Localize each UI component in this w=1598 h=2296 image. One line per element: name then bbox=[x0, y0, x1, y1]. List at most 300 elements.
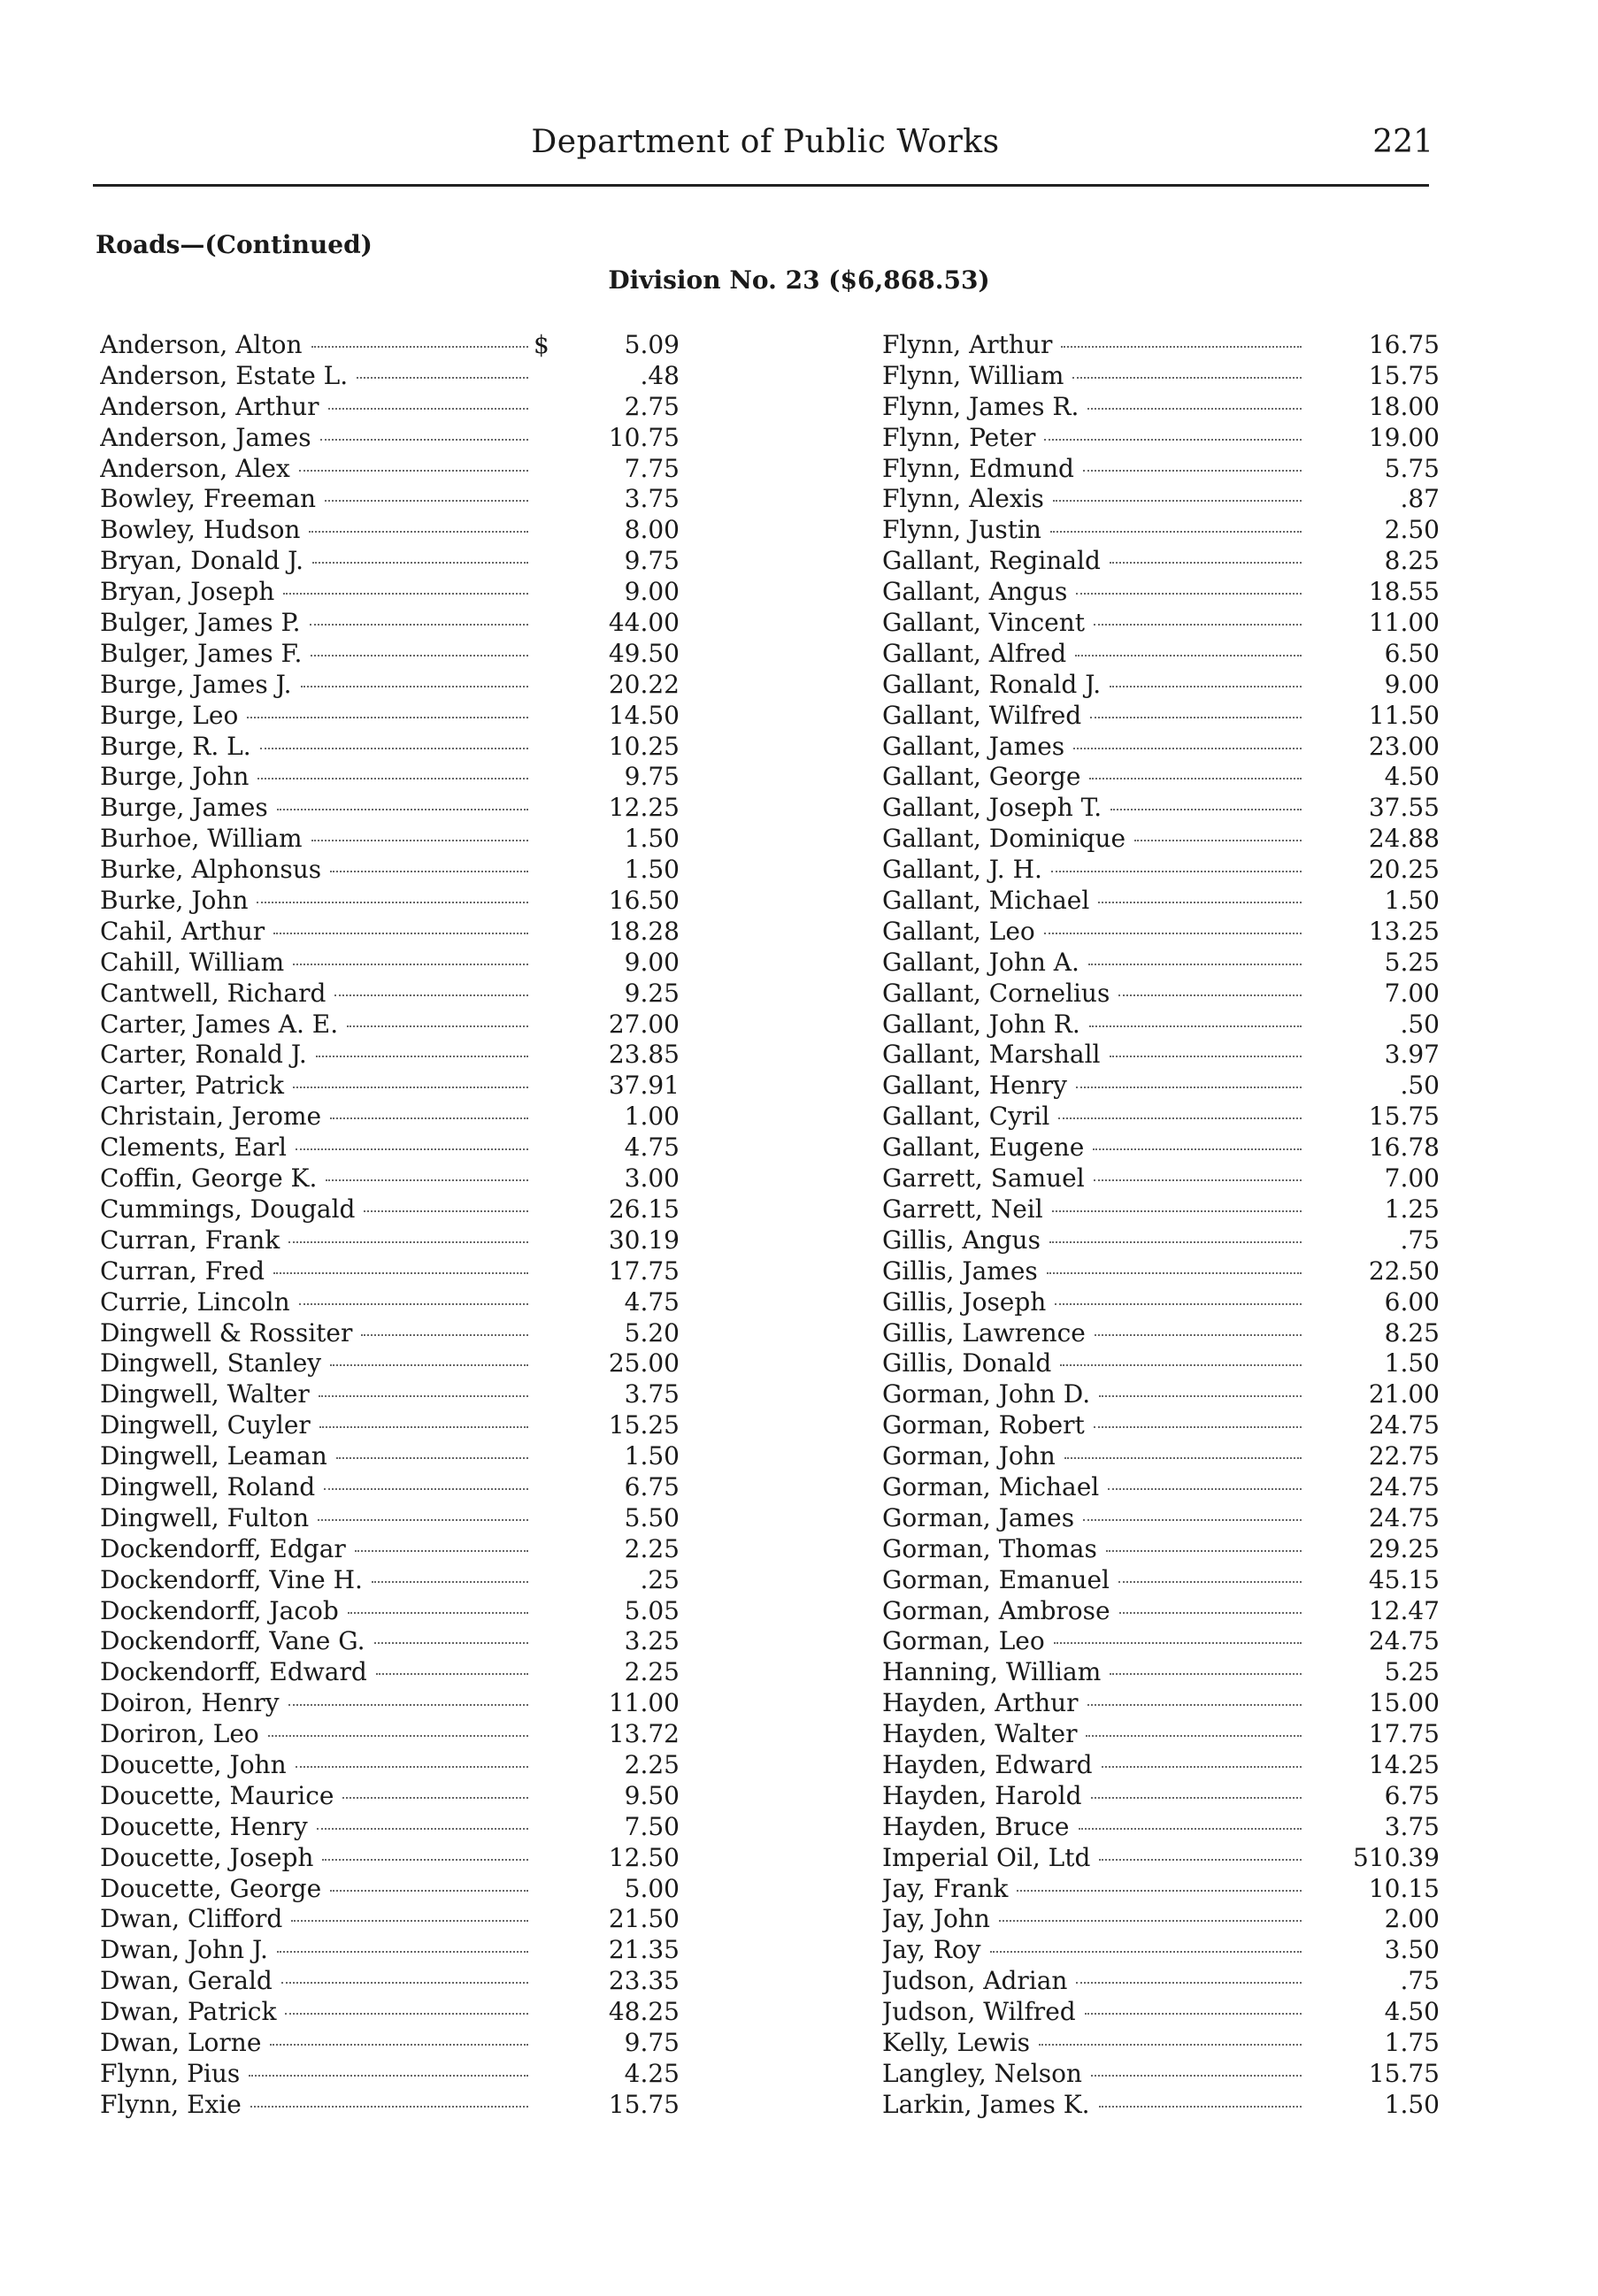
payment-amount: 4.25 bbox=[624, 2058, 680, 2088]
payee-name: Burke, John bbox=[100, 886, 249, 916]
payment-amount: 12.25 bbox=[608, 793, 680, 823]
dot-leader bbox=[1118, 993, 1302, 996]
dot-leader bbox=[1047, 1271, 1302, 1274]
payment-row bbox=[100, 423, 680, 454]
payee-name: Gallant, Reginald bbox=[882, 546, 1101, 576]
payee-leader bbox=[100, 515, 534, 546]
payment-amount: 2.25 bbox=[624, 1657, 680, 1687]
payment-amount: 1.25 bbox=[1384, 1194, 1440, 1224]
payment-row bbox=[882, 546, 1440, 577]
payee-leader bbox=[100, 1688, 534, 1719]
payment-amount: 7.00 bbox=[1384, 1163, 1440, 1194]
dot-leader bbox=[1134, 838, 1302, 841]
payment-amount: 14.25 bbox=[1368, 1749, 1440, 1779]
dot-leader bbox=[1093, 1147, 1302, 1150]
payment-amount: 3.75 bbox=[624, 1379, 680, 1409]
payee-leader bbox=[100, 824, 534, 855]
left-column bbox=[100, 330, 680, 2121]
payment-row bbox=[100, 1750, 680, 1781]
dot-leader bbox=[1099, 1394, 1302, 1397]
payee-leader bbox=[100, 1071, 534, 1102]
payment-row bbox=[882, 1133, 1440, 1163]
payment-row bbox=[100, 948, 680, 979]
payee-leader bbox=[100, 1163, 534, 1194]
payee-leader bbox=[882, 1503, 1307, 1534]
payee-leader bbox=[882, 1472, 1307, 1503]
payee-name: Gallant, Marshall bbox=[882, 1040, 1101, 1070]
payment-row bbox=[100, 979, 680, 1010]
payment-amount: 7.00 bbox=[1384, 978, 1440, 1008]
payment-amount: 27.00 bbox=[608, 1009, 680, 1039]
right-column bbox=[882, 330, 1440, 2121]
payment-row bbox=[882, 1565, 1440, 1596]
payment-row bbox=[100, 701, 680, 732]
payee-leader bbox=[100, 1904, 534, 1935]
payee-leader bbox=[882, 1348, 1307, 1379]
dot-leader bbox=[250, 2104, 528, 2108]
payee-leader bbox=[100, 1040, 534, 1071]
payment-row bbox=[100, 1379, 680, 1410]
dot-leader bbox=[288, 1240, 528, 1243]
payment-amount: 13.72 bbox=[608, 1719, 680, 1749]
payee-leader bbox=[100, 1874, 534, 1905]
payment-row bbox=[100, 1256, 680, 1287]
payee-leader bbox=[100, 670, 534, 701]
payee-leader bbox=[882, 330, 1307, 361]
dot-leader bbox=[1054, 1640, 1302, 1644]
payee-name: Burke, Alphonsus bbox=[100, 855, 322, 885]
payee-name: Gallant, Alfred bbox=[882, 638, 1067, 668]
dot-leader bbox=[364, 1209, 528, 1212]
payment-amount: 15.75 bbox=[1368, 1102, 1440, 1132]
dot-leader bbox=[296, 1147, 528, 1150]
division-heading: Division No. 23 ($6,868.53) bbox=[608, 265, 990, 295]
payee-name: Clements, Earl bbox=[100, 1133, 287, 1163]
payment-amount: 6.50 bbox=[1384, 638, 1440, 668]
payment-amount: 26.15 bbox=[608, 1194, 680, 1224]
dot-leader bbox=[288, 1702, 528, 1706]
payee-leader bbox=[100, 1379, 534, 1410]
payee-leader bbox=[100, 1565, 534, 1596]
payment-amount: 5.05 bbox=[624, 1595, 680, 1625]
payee-name: Hayden, Edward bbox=[882, 1749, 1093, 1779]
payee-name: Flynn, Edmund bbox=[882, 453, 1074, 483]
payment-amount: 48.25 bbox=[608, 1997, 680, 2027]
payee-leader bbox=[882, 1040, 1307, 1071]
payee-name: Gorman, Thomas bbox=[882, 1533, 1097, 1563]
payment-row bbox=[882, 793, 1440, 824]
payee-name: Hanning, William bbox=[882, 1657, 1102, 1687]
payee-name: Larkin, James K. bbox=[882, 2089, 1090, 2119]
payee-leader bbox=[100, 1719, 534, 1750]
dot-leader bbox=[1055, 1302, 1302, 1305]
payee-name: Kelly, Lewis bbox=[882, 2027, 1031, 2057]
dot-leader bbox=[1094, 1424, 1302, 1428]
payee-name: Gallant, John A. bbox=[882, 947, 1079, 977]
payment-row bbox=[100, 1596, 680, 1627]
payee-name: Gorman, John bbox=[882, 1441, 1056, 1471]
dot-leader bbox=[330, 1363, 528, 1366]
payment-amount: .50 bbox=[1400, 1071, 1440, 1101]
payment-amount: 5.25 bbox=[1384, 1657, 1440, 1687]
payment-amount: 4.50 bbox=[1384, 762, 1440, 792]
payment-amount: 5.09 bbox=[624, 330, 680, 359]
payee-leader bbox=[882, 1997, 1307, 2028]
payment-row bbox=[882, 1750, 1440, 1781]
payee-leader bbox=[100, 546, 534, 577]
dot-leader bbox=[1095, 1332, 1302, 1336]
payee-leader bbox=[882, 1935, 1307, 1966]
dot-leader bbox=[1106, 1548, 1302, 1552]
payment-row bbox=[882, 330, 1440, 361]
dot-leader bbox=[1110, 807, 1302, 810]
payee-name: Gallant, Leo bbox=[882, 916, 1035, 946]
payee-name: Flynn, Justin bbox=[882, 515, 1041, 545]
payee-name: Dwan, Lorne bbox=[100, 2027, 262, 2057]
dot-leader bbox=[281, 1980, 528, 1984]
payment-row bbox=[882, 1318, 1440, 1349]
dot-leader bbox=[361, 1332, 528, 1336]
payee-name: Garrett, Neil bbox=[882, 1194, 1043, 1224]
payment-amount: 10.25 bbox=[608, 731, 680, 761]
payment-row bbox=[100, 1966, 680, 1997]
payee-name: Dingwell, Stanley bbox=[100, 1348, 322, 1378]
payee-name: Gorman, Ambrose bbox=[882, 1595, 1110, 1625]
dot-leader bbox=[1061, 344, 1302, 348]
page-number: 221 bbox=[1372, 124, 1433, 160]
payment-row bbox=[100, 1102, 680, 1133]
payee-name: Gallant, James bbox=[882, 731, 1065, 761]
payment-amount: 13.25 bbox=[1368, 916, 1440, 946]
payment-row bbox=[100, 1133, 680, 1163]
payee-leader bbox=[882, 1287, 1307, 1318]
payee-leader bbox=[100, 1102, 534, 1133]
payment-amount: 17.75 bbox=[608, 1256, 680, 1286]
payee-leader bbox=[882, 1966, 1307, 1997]
payee-name: Bulger, James P. bbox=[100, 608, 301, 638]
payment-amount: 3.75 bbox=[624, 484, 680, 514]
payee-leader bbox=[882, 1318, 1307, 1349]
payee-name: Bryan, Donald J. bbox=[100, 546, 304, 576]
payment-row bbox=[882, 1966, 1440, 1997]
payment-amount: 9.50 bbox=[624, 1780, 680, 1810]
payee-leader bbox=[100, 1750, 534, 1781]
payee-name: Judson, Adrian bbox=[882, 1966, 1068, 1996]
payment-amount: 15.25 bbox=[608, 1410, 680, 1440]
dot-leader bbox=[257, 900, 528, 903]
payee-leader bbox=[882, 1843, 1307, 1874]
payment-amount: 12.47 bbox=[1368, 1595, 1440, 1625]
payee-name: Anderson, Estate L. bbox=[100, 360, 349, 390]
payment-amount: 30.19 bbox=[608, 1225, 680, 1255]
payment-row bbox=[100, 608, 680, 639]
payment-amount: 3.75 bbox=[1384, 1811, 1440, 1841]
payment-row bbox=[882, 454, 1440, 485]
payee-leader bbox=[882, 2028, 1307, 2059]
payee-leader bbox=[100, 1410, 534, 1441]
dot-leader bbox=[1051, 869, 1302, 872]
payment-row bbox=[100, 762, 680, 793]
dot-leader bbox=[299, 1302, 528, 1305]
dot-leader bbox=[1099, 1857, 1302, 1861]
payee-name: Dingwell, Fulton bbox=[100, 1502, 310, 1532]
dot-leader bbox=[1044, 437, 1302, 441]
payee-leader bbox=[100, 886, 534, 917]
payee-name: Gillis, Lawrence bbox=[882, 1317, 1086, 1348]
payment-amount: 3.00 bbox=[624, 1163, 680, 1194]
payee-leader bbox=[882, 2090, 1307, 2121]
dot-leader bbox=[273, 1271, 528, 1274]
payee-name: Burhoe, William bbox=[100, 824, 303, 854]
payee-leader bbox=[100, 1256, 534, 1287]
dot-leader bbox=[309, 529, 528, 533]
payee-name: Bulger, James F. bbox=[100, 638, 303, 668]
payee-leader bbox=[882, 484, 1307, 515]
payee-leader bbox=[882, 1256, 1307, 1287]
payment-row bbox=[882, 1163, 1440, 1194]
dot-leader bbox=[1094, 622, 1302, 626]
payee-leader bbox=[100, 1287, 534, 1318]
dot-leader bbox=[1060, 1363, 1302, 1366]
dot-leader bbox=[1091, 1795, 1302, 1799]
payee-leader bbox=[100, 392, 534, 423]
payment-row bbox=[882, 2059, 1440, 2090]
payee-name: Gorman, Michael bbox=[882, 1471, 1100, 1501]
payee-leader bbox=[882, 423, 1307, 454]
payment-row bbox=[882, 577, 1440, 608]
payment-row bbox=[882, 1225, 1440, 1256]
dot-leader bbox=[336, 1455, 528, 1459]
payment-amount: .50 bbox=[1400, 1009, 1440, 1039]
payment-row bbox=[882, 762, 1440, 793]
dot-leader bbox=[1076, 591, 1302, 595]
payee-leader bbox=[882, 1626, 1307, 1657]
dot-leader bbox=[1075, 653, 1302, 657]
payee-name: Burge, James bbox=[100, 793, 268, 823]
payment-row bbox=[882, 392, 1440, 423]
payment-row bbox=[882, 1348, 1440, 1379]
payee-name: Bowley, Freeman bbox=[100, 484, 317, 514]
payee-name: Carter, Ronald J. bbox=[100, 1040, 307, 1070]
payment-row bbox=[882, 423, 1440, 454]
payment-amount: 18.55 bbox=[1368, 577, 1440, 607]
payee-name: Flynn, Peter bbox=[882, 422, 1036, 452]
payment-row bbox=[100, 515, 680, 546]
dot-leader bbox=[330, 869, 528, 872]
payee-leader bbox=[100, 2090, 534, 2121]
payment-amount: 37.91 bbox=[608, 1071, 680, 1101]
payee-name: Gallant, Henry bbox=[882, 1071, 1067, 1101]
dot-leader bbox=[355, 1548, 528, 1552]
payment-row bbox=[100, 1441, 680, 1472]
payment-row bbox=[100, 1410, 680, 1441]
payee-name: Dockendorff, Edgar bbox=[100, 1533, 346, 1563]
payee-leader bbox=[882, 1071, 1307, 1102]
payee-leader bbox=[882, 1812, 1307, 1843]
payment-amount: 23.35 bbox=[608, 1966, 680, 1996]
payee-leader bbox=[882, 855, 1307, 886]
payee-name: Gallant, J. H. bbox=[882, 855, 1042, 885]
payment-row bbox=[100, 1194, 680, 1225]
payee-name: Imperial Oil, Ltd bbox=[882, 1842, 1091, 1872]
payee-leader bbox=[882, 454, 1307, 485]
payment-amount: 44.00 bbox=[608, 608, 680, 638]
dot-leader bbox=[1094, 1178, 1302, 1181]
payee-name: Doriron, Leo bbox=[100, 1719, 259, 1749]
payment-row bbox=[100, 330, 680, 361]
page-header bbox=[97, 124, 1433, 177]
payment-amount: 8.25 bbox=[1384, 546, 1440, 576]
payee-leader bbox=[100, 1781, 534, 1812]
payee-name: Gillis, Angus bbox=[882, 1225, 1041, 1255]
payment-amount: 510.39 bbox=[1353, 1842, 1440, 1872]
payment-amount: 2.50 bbox=[1384, 515, 1440, 545]
dot-leader bbox=[1079, 1826, 1302, 1830]
payee-leader bbox=[100, 454, 534, 485]
payment-row bbox=[882, 1287, 1440, 1318]
payee-leader bbox=[882, 1194, 1307, 1225]
payment-amount: 10.75 bbox=[608, 422, 680, 452]
payment-row bbox=[882, 917, 1440, 948]
payment-amount: 1.50 bbox=[624, 1441, 680, 1471]
payment-row bbox=[882, 948, 1440, 979]
payment-row bbox=[100, 1225, 680, 1256]
dot-leader bbox=[1076, 1980, 1302, 1984]
payee-leader bbox=[100, 732, 534, 763]
payment-row bbox=[882, 1997, 1440, 2028]
payee-leader bbox=[882, 515, 1307, 546]
payment-row bbox=[100, 1843, 680, 1874]
dot-leader bbox=[322, 1857, 528, 1861]
payment-row bbox=[882, 1534, 1440, 1565]
header-rule bbox=[93, 184, 1429, 187]
payee-name: Judson, Wilfred bbox=[882, 1997, 1076, 2027]
dot-leader bbox=[990, 1949, 1302, 1953]
payment-amount: 14.50 bbox=[608, 700, 680, 730]
payee-name: Cummings, Dougald bbox=[100, 1194, 356, 1224]
payment-amount: 24.75 bbox=[1368, 1471, 1440, 1501]
payee-name: Doucette, Joseph bbox=[100, 1842, 314, 1872]
payment-row bbox=[882, 1441, 1440, 1472]
payment-amount: 19.00 bbox=[1368, 422, 1440, 452]
payment-amount: 7.50 bbox=[624, 1811, 680, 1841]
payment-row bbox=[100, 392, 680, 423]
payee-leader bbox=[882, 948, 1307, 979]
payee-name: Dingwell, Leaman bbox=[100, 1441, 327, 1471]
payment-amount: 45.15 bbox=[1368, 1564, 1440, 1594]
payee-name: Christain, Jerome bbox=[100, 1102, 322, 1132]
payment-row bbox=[100, 484, 680, 515]
payment-amount: 3.25 bbox=[624, 1626, 680, 1656]
payment-amount: 6.00 bbox=[1384, 1286, 1440, 1317]
payee-name: Jay, Roy bbox=[882, 1935, 981, 1965]
payee-leader bbox=[100, 639, 534, 670]
payment-amount: 16.78 bbox=[1368, 1133, 1440, 1163]
dot-leader bbox=[1039, 2042, 1302, 2046]
payment-row bbox=[882, 1688, 1440, 1719]
dot-leader bbox=[1087, 406, 1302, 410]
payment-row bbox=[100, 1688, 680, 1719]
dot-leader bbox=[312, 560, 528, 564]
payee-name: Doucette, John bbox=[100, 1749, 287, 1779]
dot-leader bbox=[311, 344, 528, 348]
payment-amount: 20.25 bbox=[1368, 855, 1440, 885]
payment-amount: 21.35 bbox=[608, 1935, 680, 1965]
payment-amount: 5.75 bbox=[1384, 453, 1440, 483]
payment-row bbox=[882, 515, 1440, 546]
payment-row bbox=[882, 1904, 1440, 1935]
payee-name: Gallant, Ronald J. bbox=[882, 669, 1102, 699]
payee-leader bbox=[882, 1688, 1307, 1719]
dot-leader bbox=[357, 375, 528, 379]
payee-name: Langley, Nelson bbox=[882, 2058, 1082, 2088]
payment-amount: 21.50 bbox=[608, 1904, 680, 1934]
payee-leader bbox=[882, 732, 1307, 763]
payment-row bbox=[100, 1874, 680, 1905]
payment-row bbox=[882, 639, 1440, 670]
payee-leader bbox=[100, 1318, 534, 1349]
payment-row bbox=[100, 1657, 680, 1688]
payee-name: Carter, James A. E. bbox=[100, 1009, 339, 1039]
dot-leader bbox=[1110, 684, 1302, 687]
payee-leader bbox=[100, 1348, 534, 1379]
payment-amount: 4.50 bbox=[1384, 1997, 1440, 2027]
payee-name: Gorman, John D. bbox=[882, 1379, 1091, 1409]
payee-name: Gallant, Wilfred bbox=[882, 700, 1082, 730]
payee-leader bbox=[882, 1133, 1307, 1163]
payment-amount: 11.50 bbox=[1368, 700, 1440, 730]
payee-leader bbox=[882, 1596, 1307, 1627]
payee-leader bbox=[100, 1441, 534, 1472]
dot-leader bbox=[1076, 1085, 1302, 1088]
payment-row bbox=[882, 886, 1440, 917]
payment-amount: 6.75 bbox=[624, 1471, 680, 1501]
payee-leader bbox=[100, 1843, 534, 1874]
dot-leader bbox=[277, 1949, 528, 1953]
payee-leader bbox=[100, 1472, 534, 1503]
payee-name: Burge, R. L. bbox=[100, 731, 251, 761]
payment-row bbox=[100, 2090, 680, 2121]
payee-leader bbox=[100, 361, 534, 392]
dot-leader bbox=[257, 776, 528, 779]
payee-name: Flynn, Arthur bbox=[882, 330, 1053, 359]
payment-amount: 49.50 bbox=[608, 638, 680, 668]
payee-leader bbox=[100, 1225, 534, 1256]
section-heading: Roads—(Continued) bbox=[96, 230, 373, 259]
payee-name: Gallant, Michael bbox=[882, 886, 1090, 916]
payment-amount: 2.75 bbox=[624, 391, 680, 421]
payee-leader bbox=[100, 948, 534, 979]
dot-leader bbox=[330, 1888, 528, 1892]
payee-name: Carter, Patrick bbox=[100, 1071, 284, 1101]
payee-name: Flynn, William bbox=[882, 360, 1064, 390]
dot-leader bbox=[316, 1054, 528, 1057]
payment-amount: 9.75 bbox=[624, 762, 680, 792]
payee-name: Burge, James J. bbox=[100, 669, 292, 699]
payment-row bbox=[882, 1256, 1440, 1287]
payment-amount: 5.20 bbox=[624, 1317, 680, 1348]
payee-leader bbox=[882, 639, 1307, 670]
payment-amount: 22.50 bbox=[1368, 1256, 1440, 1286]
payee-name: Bowley, Hudson bbox=[100, 515, 301, 545]
payee-name: Gorman, Robert bbox=[882, 1410, 1085, 1440]
payment-amount: 18.28 bbox=[608, 916, 680, 946]
payment-row bbox=[100, 361, 680, 392]
payee-name: Gallant, Eugene bbox=[882, 1133, 1085, 1163]
payment-amount: 23.85 bbox=[608, 1040, 680, 1070]
payment-amount: 3.97 bbox=[1384, 1040, 1440, 1070]
payee-leader bbox=[882, 1534, 1307, 1565]
